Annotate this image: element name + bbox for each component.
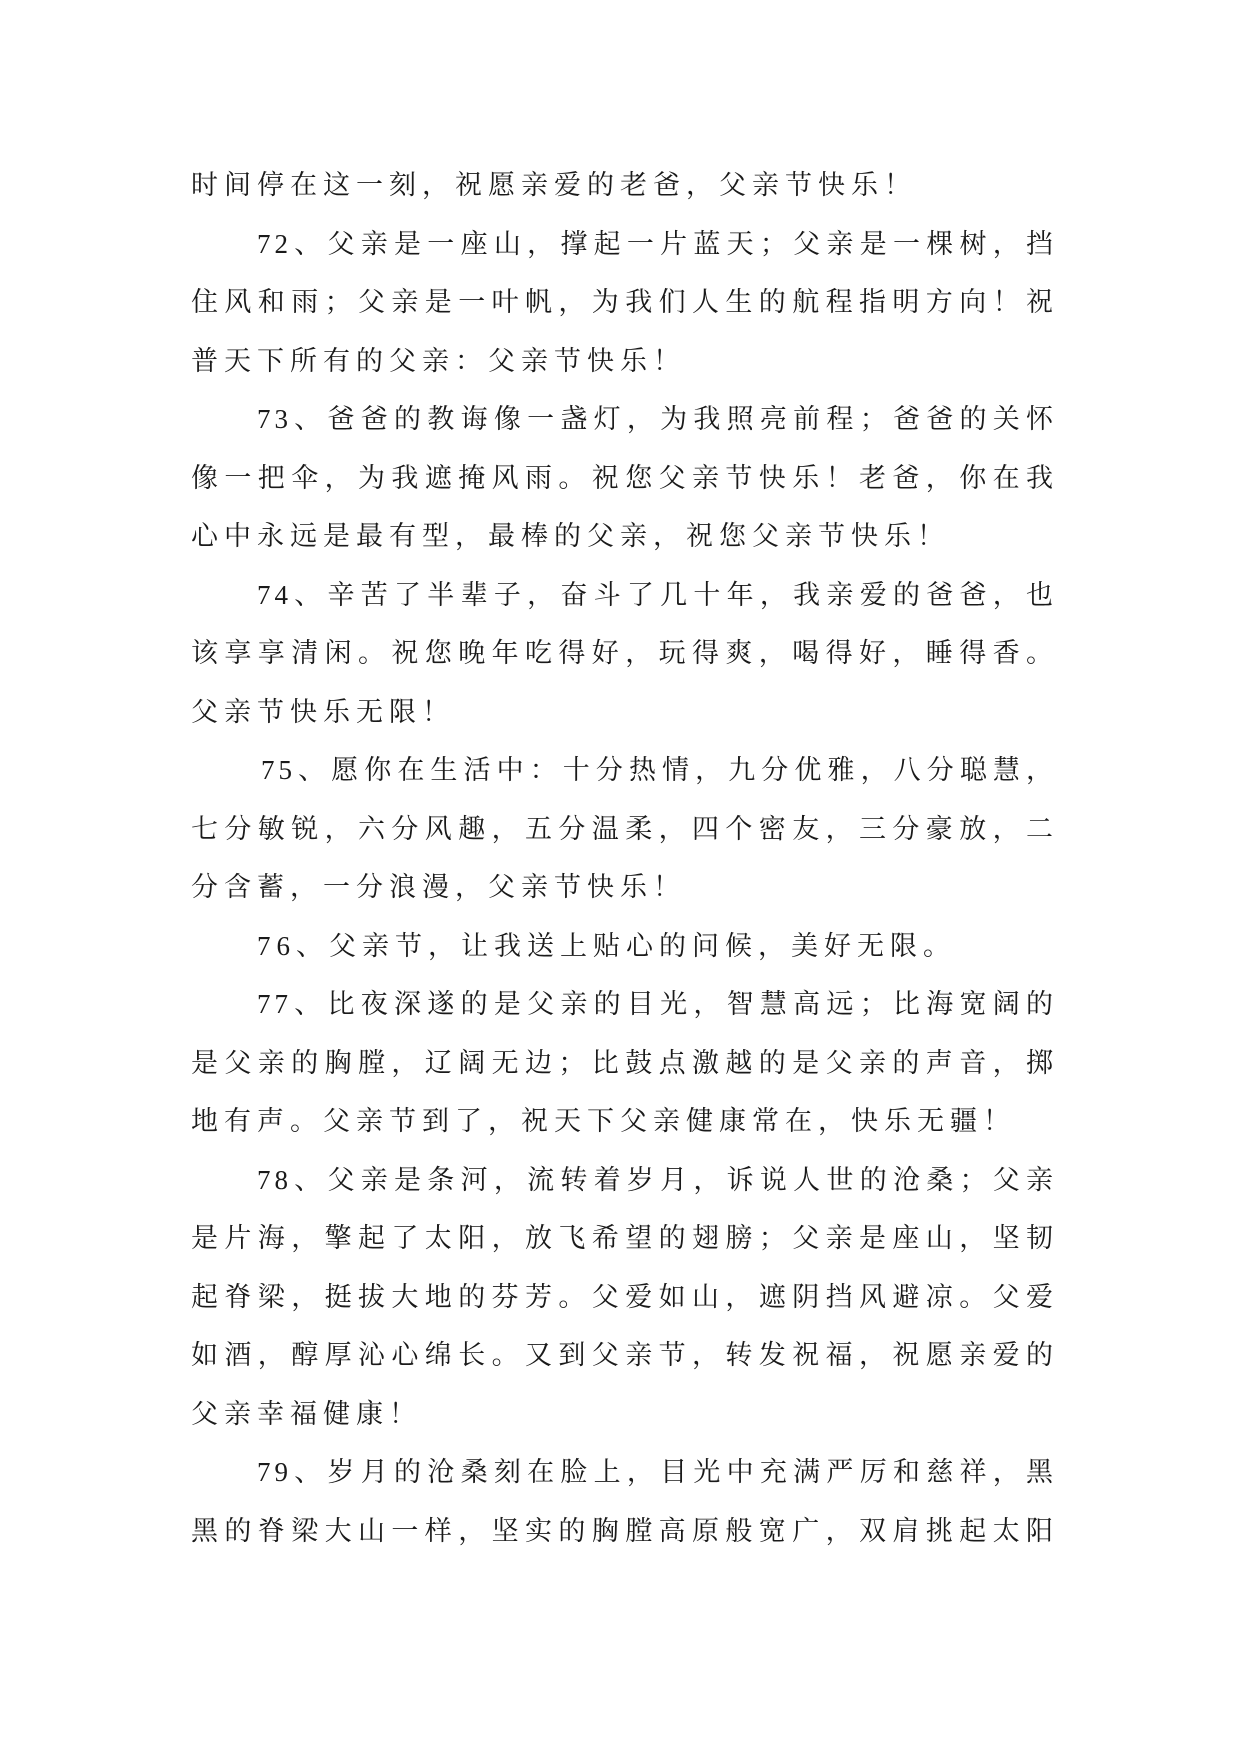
paragraph-75	[191, 741, 1057, 917]
paragraph-78	[191, 1151, 1057, 1444]
paragraph-77	[191, 975, 1057, 1151]
paragraph-intro-continuation	[191, 156, 1057, 215]
text-line: 地有声。父亲节到了，祝天下父亲健康常在，快乐无疆！	[191, 1106, 1016, 1136]
text-line: 父亲节快乐无限！	[191, 696, 455, 727]
text-line: 73、爸爸的教诲像一盏灯，为我照亮前程；爸爸的关怀	[257, 404, 1057, 434]
text-line: 起脊梁，挺拔大地的芬芳。父爱如山，遮阴挡风避凉。父爱	[191, 1281, 1057, 1312]
text-line: 72、父亲是一座山，撑起一片蓝天；父亲是一棵树，挡	[257, 228, 1057, 259]
text-line: 住风和雨；父亲是一叶帆，为我们人生的航程指明方向！祝	[191, 287, 1057, 317]
text-line: 普天下所有的父亲：父亲节快乐！	[191, 345, 686, 376]
document-body	[191, 156, 1057, 1560]
text-line: 77、比夜深遂的是父亲的目光，智慧高远；比海宽阔的	[257, 989, 1057, 1019]
text-line: 父亲幸福健康！	[191, 1398, 422, 1429]
paragraph-73	[191, 390, 1057, 566]
text-line: 79、岁月的沧桑刻在脸上，目光中充满严厉和慈祥，黑	[257, 1457, 1057, 1487]
text-line: 74、辛苦了半辈子，奋斗了几十年，我亲爱的爸爸，也	[257, 579, 1057, 610]
text-line: 七分敏锐，六分风趣，五分温柔，四个密友，三分豪放，二	[191, 813, 1057, 844]
text-line: 78、父亲是条河，流转着岁月，诉说人世的沧桑；父亲	[257, 1164, 1057, 1195]
paragraph-72	[191, 215, 1057, 391]
text-line: 黑的脊梁大山一样，坚实的胸膛高原般宽广，双肩挑起太阳	[191, 1515, 1057, 1546]
paragraph-79	[191, 1443, 1057, 1560]
text-line: 75、愿你在生活中：十分热情，九分优雅，八分聪慧，	[261, 755, 1057, 785]
text-line: 76、父亲节，让我送上贴心的问候，美好无限。	[257, 930, 956, 961]
text-line: 该享享清闲。祝您晚年吃得好，玩得爽，喝得好，睡得香。	[191, 638, 1057, 668]
text-line: 是片海，擎起了太阳，放飞希望的翅膀；父亲是座山，坚韧	[191, 1223, 1057, 1253]
paragraph-74	[191, 566, 1057, 742]
text-line: 如酒，醇厚沁心绵长。又到父亲节，转发祝福，祝愿亲爱的	[191, 1340, 1057, 1370]
paragraph-76	[191, 917, 1057, 976]
text-line: 像一把伞，为我遮掩风雨。祝您父亲节快乐！老爸，你在我	[191, 462, 1057, 493]
text-line: 分含蓄，一分浪漫，父亲节快乐！	[191, 872, 686, 902]
text-line: 心中永远是最有型，最棒的父亲，祝您父亲节快乐！	[191, 521, 950, 551]
text-line: 是父亲的胸膛，辽阔无边；比鼓点激越的是父亲的声音，掷	[191, 1047, 1057, 1078]
text-line: 时间停在这一刻，祝愿亲爱的老爸，父亲节快乐！	[191, 170, 917, 200]
